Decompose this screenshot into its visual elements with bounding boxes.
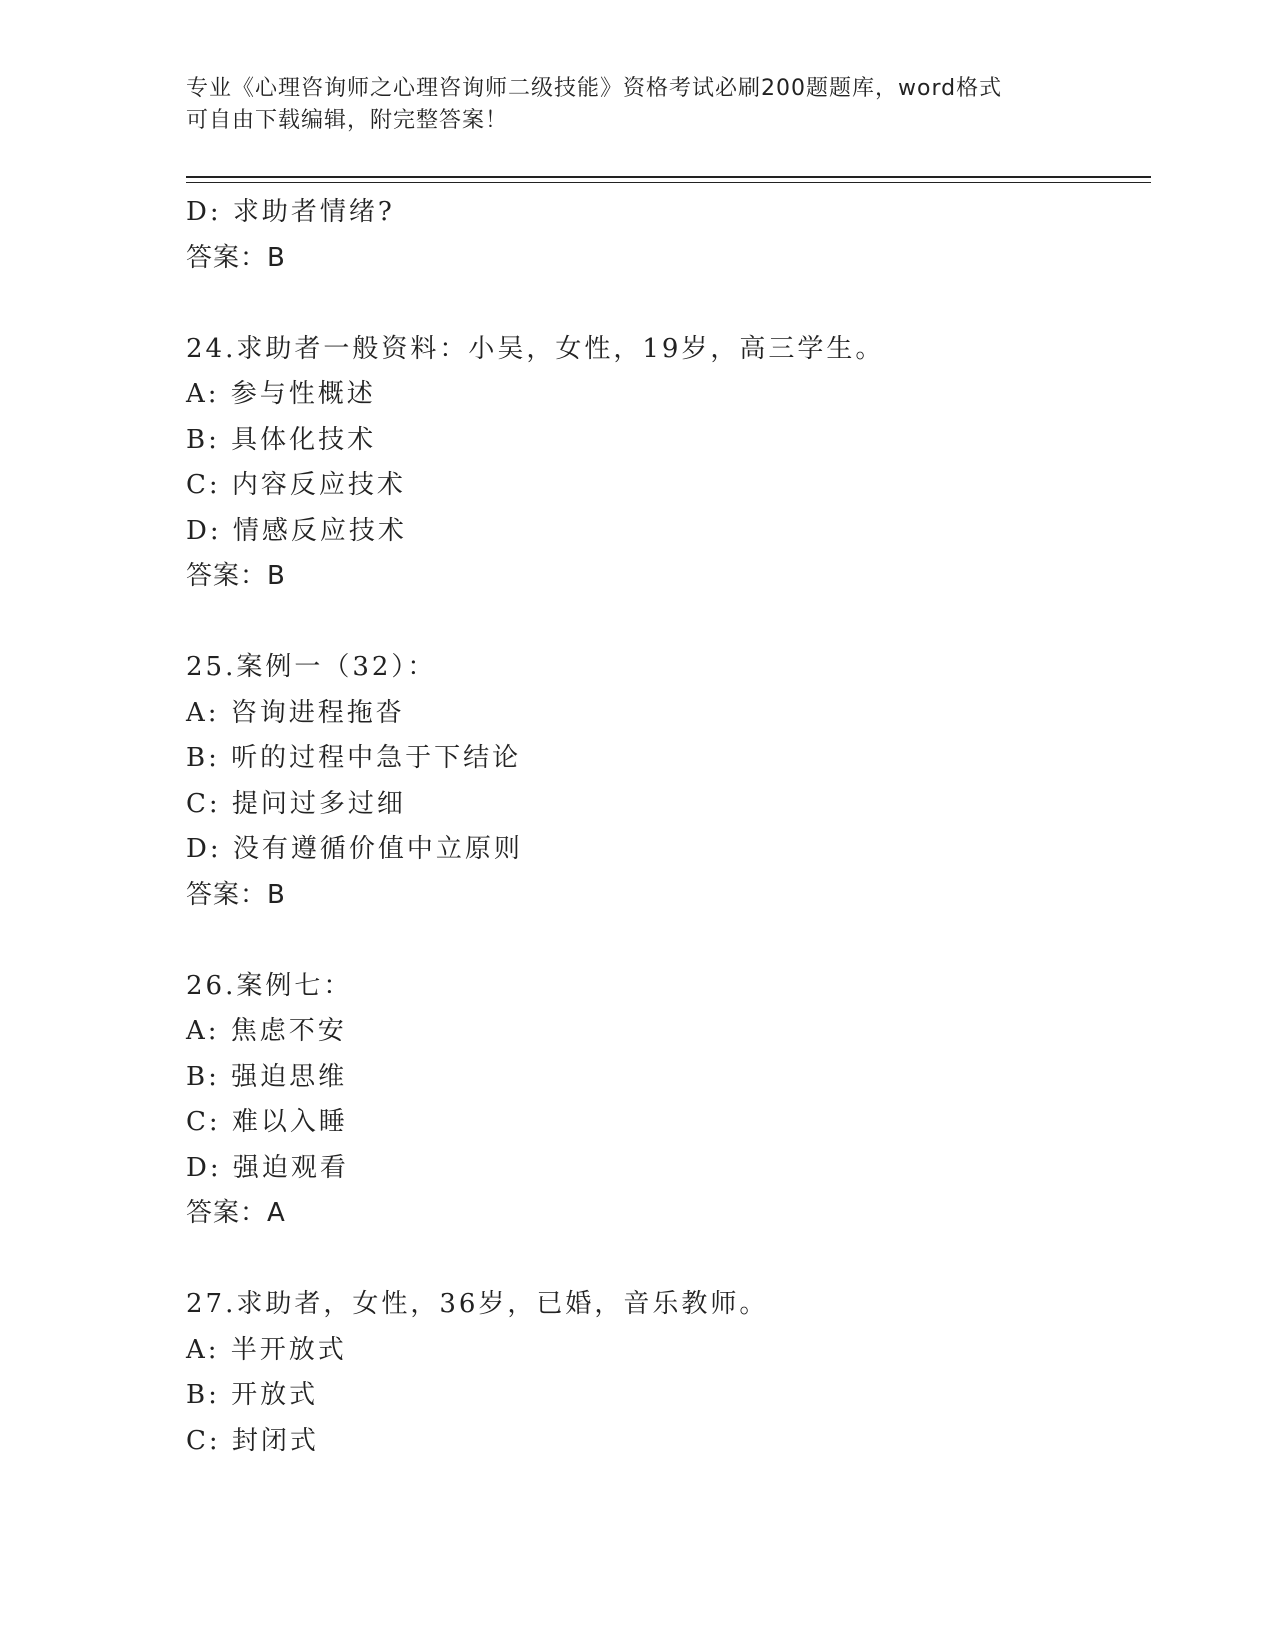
answer-line: 答案：B	[186, 879, 286, 910]
header-divider-thin	[186, 182, 1151, 183]
option-a: A: 参与性概述	[186, 379, 376, 409]
option-c: C: 内容反应技术	[186, 470, 406, 500]
question-list	[186, 190, 1146, 1464]
question-stem: 25.案例一（32）：	[186, 652, 437, 682]
option-b: B: 强迫思维	[186, 1061, 348, 1092]
spacer	[186, 918, 1146, 964]
document-header	[186, 73, 1086, 137]
question-24	[186, 327, 1146, 600]
option-b: B: 听的过程中急于下结论	[186, 743, 522, 773]
answer-line: 答案：A	[186, 1198, 286, 1228]
option-a: A: 咨询进程拖沓	[186, 697, 405, 728]
header-divider-thick	[186, 176, 1151, 178]
question-25	[186, 645, 1146, 918]
spacer	[186, 600, 1146, 646]
spacer	[186, 281, 1146, 327]
option-d: D: 强迫观看	[186, 1152, 349, 1183]
option-b: B: 开放式	[186, 1380, 319, 1410]
option-a: A: 半开放式	[186, 1334, 347, 1365]
option-a: A: 焦虑不安	[186, 1016, 347, 1046]
question-26	[186, 964, 1146, 1237]
answer-line: 答案：B	[186, 242, 286, 273]
question-stem: 26.案例七：	[186, 970, 353, 1001]
answer-line: 答案：B	[186, 561, 286, 591]
question-27	[186, 1282, 1146, 1464]
option-c: C: 封闭式	[186, 1425, 319, 1456]
option-d: D: 没有遵循价值中立原则	[186, 834, 523, 864]
question-23-tail	[186, 190, 1146, 281]
option-c: C: 难以入睡	[186, 1107, 348, 1137]
spacer	[186, 1237, 1146, 1283]
header-line-2: 可自由下载编辑，附完整答案！	[186, 108, 509, 133]
option-c: C: 提问过多过细	[186, 788, 406, 819]
option-d: D: 情感反应技术	[186, 515, 407, 546]
option-d: D: 求助者情绪?	[186, 197, 395, 227]
question-stem: 27.求助者，女性，36岁，已婚，音乐教师。	[186, 1289, 769, 1319]
question-stem: 24.求助者一般资料：小吴，女性，19岁，高三学生。	[186, 333, 885, 364]
option-b: B: 具体化技术	[186, 424, 377, 455]
header-line-1: 专业《心理咨询师之心理咨询师二级技能》资格考试必刷200题题库，word格式	[186, 76, 1003, 101]
